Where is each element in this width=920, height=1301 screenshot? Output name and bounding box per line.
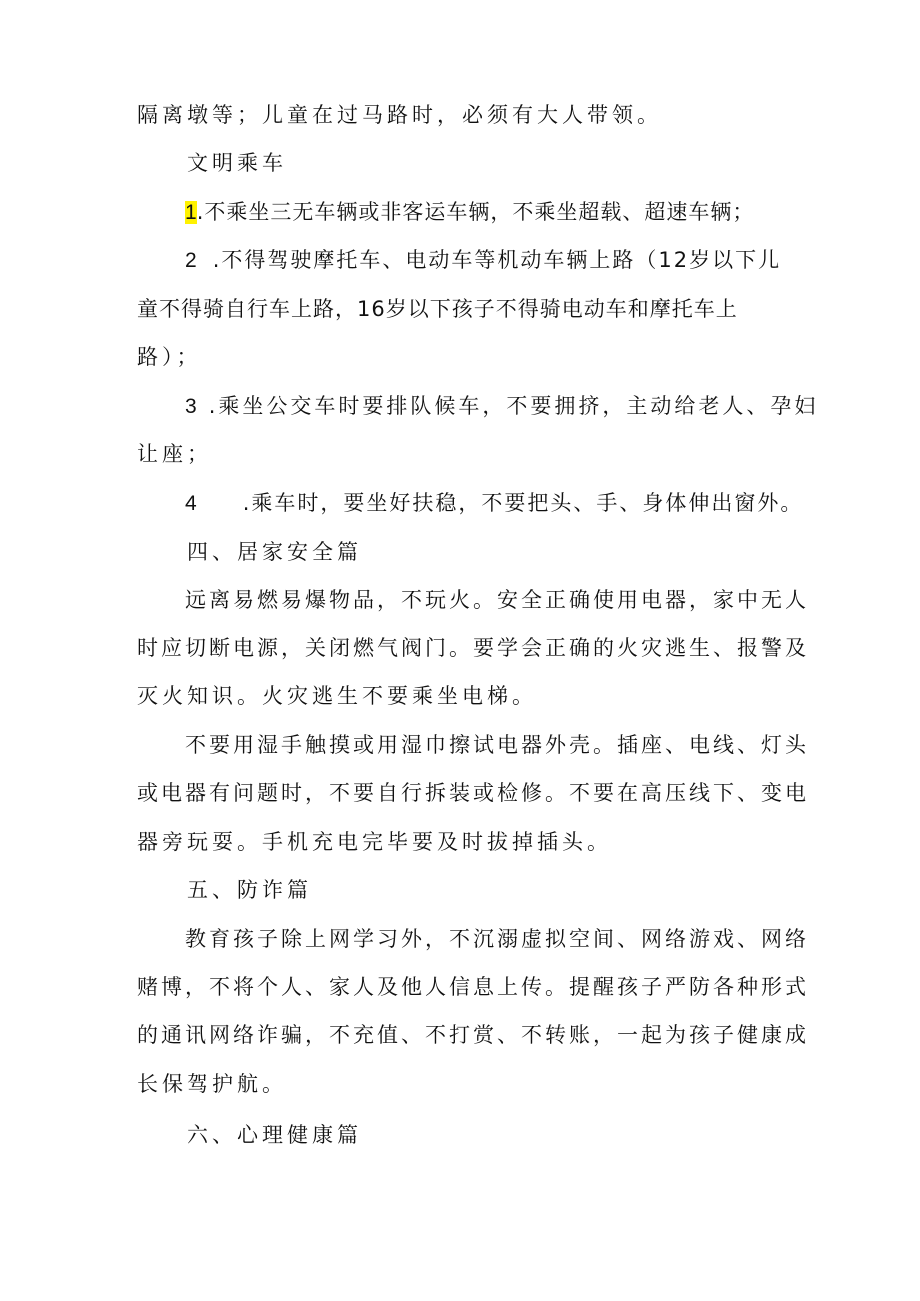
paragraph-line: 长保驾护航。 (137, 1072, 287, 1096)
paragraph-line: 或电器有问题时，不要自行拆装或检修。不要在高压线下、变电 (137, 781, 809, 805)
paragraph-line: 的通讯网络诈骗，不充值、不打赏、不转账，一起为孩子健康成 (137, 1023, 809, 1047)
paragraph-line: 隔离墩等；儿童在过马路时，必须有大人带领。 (137, 103, 662, 127)
highlight-number: 1 (185, 201, 197, 224)
paragraph-line: 器旁玩耍。手机充电完毕要及时拔掉插头。 (137, 830, 612, 854)
paragraph-line: 让座； (137, 442, 212, 466)
section-subheading: 文明乘车 (187, 151, 287, 175)
list-item-text: .乘车时，要坐好扶稳，不要把头、手、身体伸出窗外。 (242, 491, 804, 515)
list-item-1 (185, 197, 754, 228)
list-item-4 (185, 488, 803, 519)
list-item-text: .乘坐公交车时要排队候车，不要拥挤，主动给老人、孕妇 (208, 394, 819, 418)
paragraph-line: 路）； (137, 345, 202, 369)
list-number: 4 (185, 492, 197, 515)
paragraph-line: 远离易燃易爆物品，不玩火。安全正确使用电器，家中无人 (185, 588, 809, 612)
section-heading: 四、居家安全篇 (187, 540, 362, 564)
section-heading: 六、心理健康篇 (187, 1123, 362, 1147)
list-number: 3 (185, 395, 197, 418)
section-heading: 五、防诈篇 (187, 878, 312, 902)
paragraph-line: 不要用湿手触摸或用湿巾擦试电器外壳。插座、电线、灯头 (185, 733, 809, 757)
paragraph-line: 时应切断电源，关闭燃气阀门。要学会正确的火灾逃生、报警及 (137, 636, 809, 660)
list-item-text: .不得驾驶摩托车、电动车等机动车辆上路（12岁以下儿 (212, 248, 782, 272)
list-item-3 (185, 391, 818, 422)
paragraph-line: 灭火知识。火灾逃生不要乘坐电梯。 (137, 684, 537, 708)
paragraph-line: 赌博，不将个人、家人及他人信息上传。提醒孩子严防各种形式 (137, 975, 809, 999)
list-number: 2 (185, 249, 197, 272)
paragraph-line: 教育孩子除上网学习外，不沉溺虚拟空间、网络游戏、网络 (185, 927, 809, 951)
list-item-text: .不乘坐三无车辆或非客运车辆，不乘坐超载、超速车辆； (196, 200, 755, 224)
list-item-2 (185, 245, 781, 276)
paragraph-line: 童不得骑自行车上路，16岁以下孩子不得骑电动车和摩托车上 (137, 297, 738, 321)
